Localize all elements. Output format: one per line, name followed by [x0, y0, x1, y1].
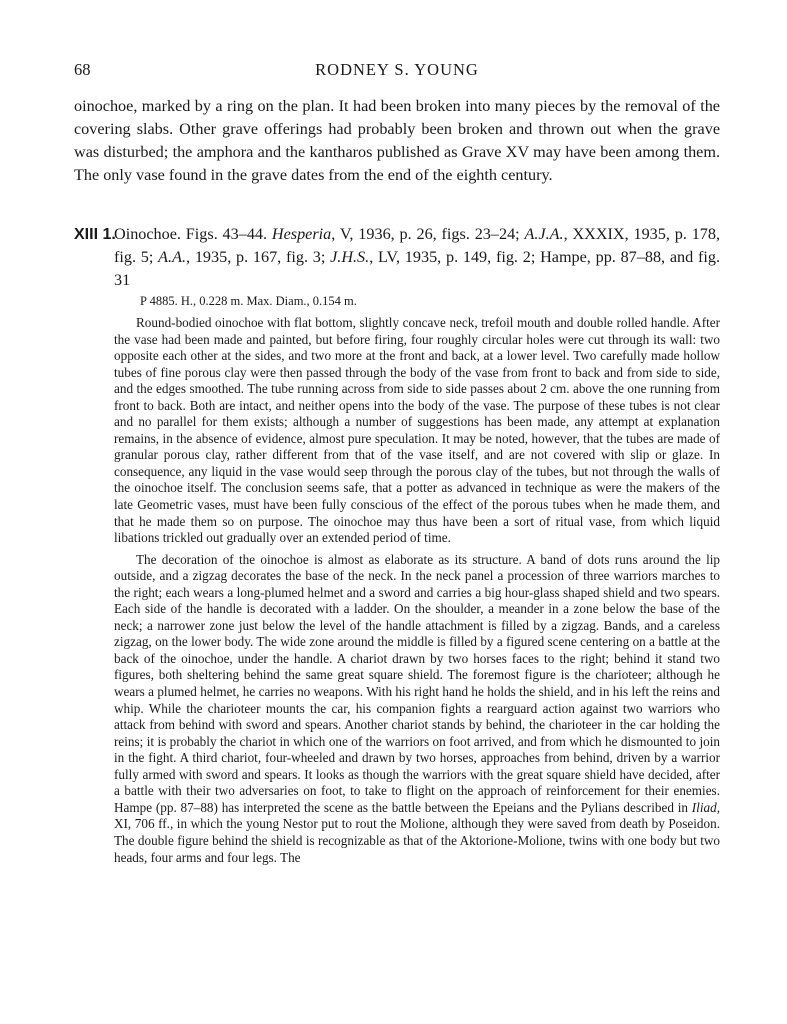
- ref-detail-hesperia: , V, 1936, p. 26, figs. 23–24;: [331, 225, 520, 243]
- ref-detail-aa: , 1935, p. 167, fig. 3;: [186, 248, 326, 266]
- ref-journal-aa: A.A.: [158, 248, 187, 266]
- catalogue-entry-heading: [74, 223, 720, 292]
- ref-journal-aja: A.J.A.: [524, 225, 564, 243]
- running-header: [74, 60, 720, 84]
- description-paragraph-decoration: [114, 552, 720, 866]
- entry-number: XIII 1.: [74, 226, 116, 243]
- iliad-title: Iliad: [691, 799, 717, 815]
- ref-detail-aja: , XXXIX, 1935, p. 178, fig. 5;: [114, 225, 721, 266]
- decoration-text-continued: , XI, 706 ff., in which the young Nestor put to rout the Molione, although they were saved from death by Poseidon. The double figure behind the shield is recognizable as that of the Aktorione-Molione, twins with one body but two heads, four arms and four legs. The: [114, 799, 720, 865]
- ref-journal-hesperia: Hesperia: [271, 225, 332, 243]
- measurements: P 4885. H., 0.228 m. Max. Diam., 0.154 m.: [140, 294, 357, 308]
- ref-detail-jhs: , LV, 1935, p. 149, fig. 2; Hampe, pp. 87–88, and fig. 31: [114, 248, 721, 289]
- decoration-text: The decoration of the oinochoe is almost as elaborate as its structure. A band of dots runs around the lip outside, and a zigzag decorates the base of the neck. In the neck panel a procession of three warriors marches to the right; each wears a long-plumed helmet and a sword and carries a big hour-glass shaped shield and two spears. Each side of the handle is decorated with a ladder. On the shoulder, a meander in a zone below the base of the neck; a narrower zone just below the level of the handle attachment is filled by a zigzag. Bands, and a careless zigzag, on the lower body. The wide zone around the middle is filled by a figured scene centering on a battle at the back of the oinochoe, under the handle. A chariot drawn by two horses faces to the right; behind it stand two figures, both sheltering behind the same great square shield. The foremost figure is the charioteer; although he wears a plumed helmet, he carries no weapons. With his right hand he holds the shield, and in his left the reins and whip. While the charioteer mounts the car, his companion fights a rearguard action against two warriors who attack from behind with sword and spears. Another chariot stands by behind, the charioteer in the car holding the reins; it is probably the chariot in which one of the warriors on foot arrived, and from which he dismounted to join in the fight. A third chariot, four-wheeled and drawn by two horses, approaches from behind, driven by a warrior fully armed with sword and spears. It looks as though the warriors with the great square shield have decided, after a battle with their two adversaries on foot, to take to flight on the approach of reinforcement for their enemies. Hampe (pp. 87–88) has interpreted the scene as the battle between the Epeians and the Pylians described in: [114, 551, 720, 815]
- ref-journal-jhs: J.H.S.: [330, 248, 370, 266]
- entry-references: [74, 223, 720, 292]
- author-name: RODNEY S. YOUNG: [315, 60, 479, 79]
- intro-paragraph: oinochoe, marked by a ring on the plan. It had been broken into many pieces by the removal of the covering slabs. Other grave offerings had probably been broken and thrown out when the grave was disturbed; the amphora and the kantharos published as Grave XV may have been among them. The only vase found in the grave dates from the end of the eighth century.: [74, 97, 720, 184]
- vase-description: [114, 315, 720, 871]
- description-paragraph-structure: Round-bodied oinochoe with flat bottom, slightly concave neck, trefoil mouth and double rolled handle. After the vase had been made and painted, but before firing, four roughly circular holes were cut through its wall: two opposite each other at the sides, and two more at the front and back, at a lower level. Two carefully made hollow tubes of fine porous clay were then passed through the body of the vase from front to back and from side to side, and the edges smoothed. The tube running across from side to side passes about 2 cm. above the one running from front to back. Both are intact, and neither opens into the body of the vase. The purpose of these tubes is not clear and no parallel for them exists; although a number of suggestions has been made, any attempt at explanation remains, in the absence of evidence, almost pure speculation. It may be noted, however, that the tubes are made of granular porous clay, rather different from that of the vase itself, and are not covered with slip or glaze. In consequence, any liquid in the vase would seep through the porous clay of the tubes, but not through the walls of the oinochoe itself. The conclusion seems safe, that a potter as advanced in technique as were the makers of the late Geometric vases, must have been fully conscious of the effect of the porous tubes when he made them, and that he made them so on purpose. The oinochoe may thus have been a sort of ritual vase, from which liquid libations trickled out gradually over an extended period of time.: [114, 315, 720, 546]
- entry-name: Oinochoe. Figs. 43–44.: [114, 225, 268, 243]
- page-number: 68: [74, 60, 91, 79]
